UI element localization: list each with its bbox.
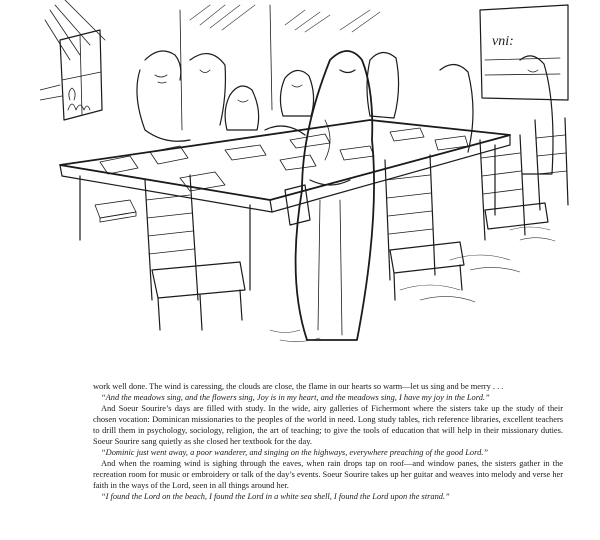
- sisters-seated-center: [225, 70, 313, 135]
- window-left: [40, 0, 105, 120]
- paragraph-2: And Soeur Sourire’s days are filled with study. In the wide, airy galleries of Fichermont where the sisters take up the study of their chosen vocation: Dominican missionaries to the peoples of the world in need. Long study tables, rich reference libraries, excellent teachers to drill them in psychology, sociology, religion, the art of teaching; to give the tools of education that will help in their missionary duties. Soeur Sourire sang quietly as she closed her textbook for the day.: [93, 404, 563, 446]
- quote-3: “I found the Lord on the beach, I found the Lord in a white sea shell, I found the Lord upon the strand.”: [101, 492, 450, 501]
- pen-drawing: [40, 0, 570, 372]
- paragraph-3: And when the roaming wind is sighing through the eaves, when rain drops tap on roof—and window panes, the sisters gather in the recreation room for music or embroidery or talk of the day’s events. Soeur Sourire takes up her guitar and weaves into melody and verse her faith in the ways of the Lord, seen in all things around her.: [93, 459, 564, 490]
- back-wall: [180, 5, 380, 130]
- study-table: [60, 120, 510, 290]
- paragraph-1: work well done. The wind is caressing, the clouds are close, the flame in our hearts so warm—let us sing and be merry . . .: [93, 382, 504, 391]
- board-writing: vni:: [492, 34, 514, 49]
- quote-2: “Dominic just went away, a poor wanderer, and singing on the highways, everywhere preaching of the good Lord.”: [101, 448, 489, 457]
- floor-hatching: [270, 227, 555, 342]
- sister-right-seated: [367, 52, 553, 174]
- illustration-sisters-study-room: [40, 0, 570, 372]
- chair-far-right: [535, 118, 568, 210]
- quote-1: “And the meadows sing, and the flowers sing, Joy is in my heart, and the meadows sing, I have my joy in the Lord.”: [101, 393, 490, 402]
- blackboard: [480, 5, 568, 100]
- body-text: [93, 381, 563, 502]
